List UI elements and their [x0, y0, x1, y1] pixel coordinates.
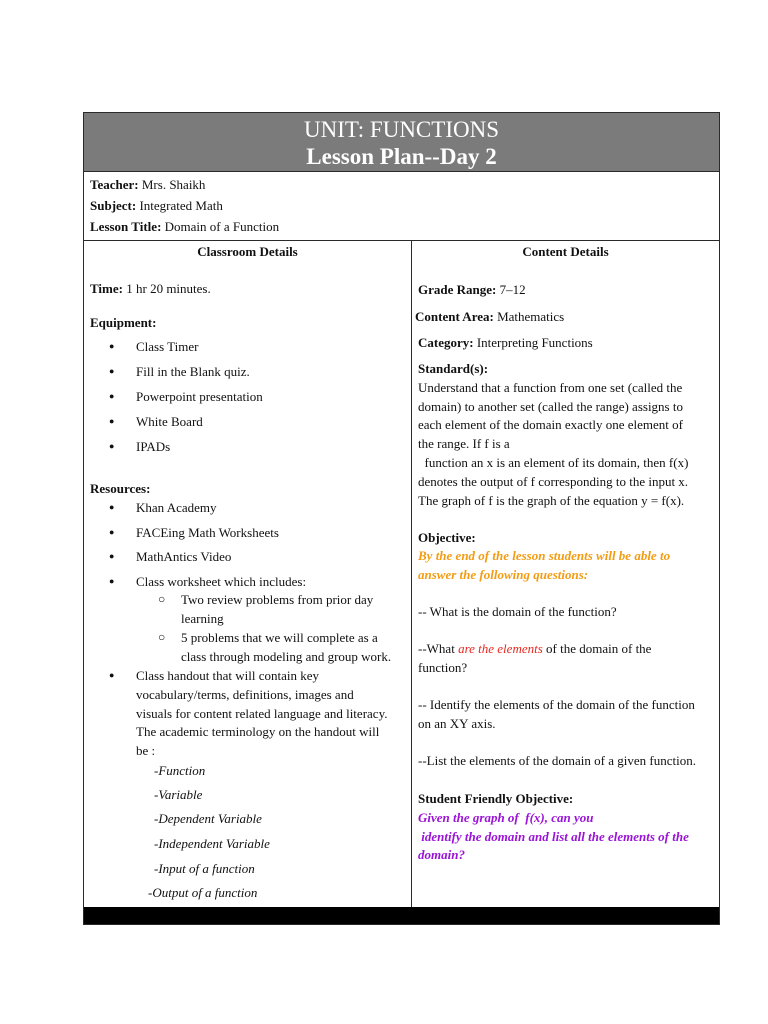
handout-line: be :: [136, 743, 156, 758]
objective-line: answer the following questions:: [418, 567, 589, 582]
grade-range-row: Grade Range: 7–12: [418, 282, 526, 297]
resource-item: ● MathAntics Video: [136, 547, 231, 566]
content-details-heading: Content Details: [522, 244, 609, 259]
standard-line: Understand that a function from one set (called the: [418, 380, 683, 395]
handout-line: vocabulary/terms, definitions, images and: [136, 687, 354, 702]
equipment-item: ● IPADs: [136, 437, 170, 456]
content-details: [412, 241, 719, 907]
student-objective-line: Given the graph of f(x), can you: [418, 810, 594, 825]
question-identify: -- Identify the elements of the domain of the function: [418, 697, 695, 712]
student-friendly-objective-label: Student Friendly Objective:: [418, 791, 574, 806]
handout-line: visuals for content related language and literacy.: [136, 706, 388, 721]
resource-item: ● FACEing Math Worksheets: [136, 523, 279, 542]
standard-line: the range. If f is a: [418, 436, 510, 451]
handout-line: The academic terminology on the handout will: [136, 724, 380, 739]
handout-item: ● Class handout that will contain key: [136, 666, 319, 685]
question-list: --List the elements of the domain of a given function.: [418, 753, 696, 768]
lesson-plan-title: Lesson Plan--Day 2: [306, 144, 497, 169]
standard-line: function an x is an element of its domain, then f(x): [418, 455, 689, 470]
classroom-details: [84, 241, 412, 907]
lesson-plan-document: [83, 112, 720, 925]
teacher-value: Mrs. Shaikh: [141, 177, 206, 192]
time-row: Time: 1 hr 20 minutes.: [90, 281, 211, 296]
term: -Input of a function: [154, 861, 255, 876]
worksheet-item: ○ 5 problems that we will complete as a: [181, 628, 378, 647]
term: -Output of a function: [148, 885, 258, 900]
equipment-item: ● Fill in the Blank quiz.: [136, 362, 250, 381]
category-row: Category: Interpreting Functions: [418, 335, 593, 350]
resource-item: ● Khan Academy: [136, 498, 217, 517]
question-domain: -- What is the domain of the function?: [418, 604, 617, 619]
question-elements: --What are the elements of the domain of the: [418, 641, 652, 656]
objective-line: By the end of the lesson students will be able to: [418, 548, 671, 563]
unit-title: UNIT: FUNCTIONS: [304, 117, 499, 142]
standard-line: denotes the output of f corresponding to the input x.: [418, 474, 689, 489]
subject-row: Subject: Integrated Math: [90, 198, 223, 213]
subject-value: Integrated Math: [139, 198, 223, 213]
highlighted-phrase: are the elements: [458, 641, 543, 656]
worksheet-item: ○ Two review problems from prior day: [181, 590, 373, 609]
term: -Independent Variable: [154, 836, 270, 851]
worksheet-item-cont: class through modeling and group work.: [181, 649, 392, 664]
standards-label: Standard(s):: [418, 361, 489, 376]
content-area-row: Content Area: Mathematics: [415, 309, 565, 324]
question-elements-cont: function?: [418, 660, 468, 675]
resources-label: Resources:: [90, 481, 151, 496]
details-columns: [84, 241, 719, 907]
equipment-item: ● Class Timer: [136, 337, 199, 356]
equipment-label: Equipment:: [90, 315, 157, 330]
standard-line: domain) to another set (called the range) assigns to: [418, 399, 683, 414]
student-objective-line: domain?: [418, 847, 465, 862]
term: -Function: [154, 763, 206, 778]
unit-header: [84, 113, 719, 172]
equipment-item: ● White Board: [136, 412, 203, 431]
equipment-item: ● Powerpoint presentation: [136, 387, 263, 406]
objective-label: Objective:: [418, 530, 476, 545]
lesson-title-value: Domain of a Function: [164, 219, 280, 234]
lesson-info: [84, 172, 719, 241]
lesson-title-row: Lesson Title: Domain of a Function: [90, 219, 280, 234]
teacher-row: Teacher: Mrs. Shaikh: [90, 177, 206, 192]
worksheet-item-cont: learning: [181, 611, 224, 626]
term: -Variable: [154, 787, 203, 802]
student-objective-line: identify the domain and list all the elements of the: [418, 829, 689, 844]
resource-item: ● Class worksheet which includes:: [136, 572, 306, 591]
standard-line: The graph of f is the graph of the equation y = f(x).: [418, 493, 685, 508]
footer-bar: [84, 907, 719, 924]
term: -Dependent Variable: [154, 811, 262, 826]
standard-line: each element of the domain exactly one element of: [418, 417, 683, 432]
classroom-details-heading: Classroom Details: [197, 244, 298, 259]
question-identify-cont: on an XY axis.: [418, 716, 496, 731]
